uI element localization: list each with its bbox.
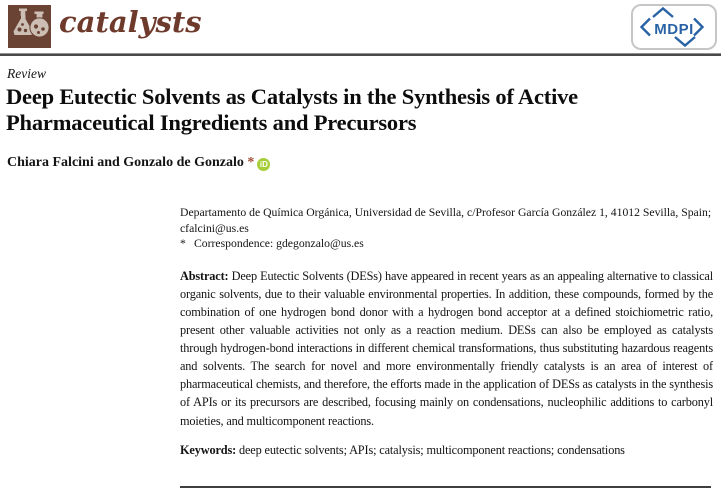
catalysts-journal-logo[interactable] [8, 5, 51, 48]
section-divider [180, 486, 711, 488]
orcid-icon[interactable]: iD [257, 158, 270, 171]
correspondence-asterisk: * [247, 155, 255, 170]
keywords-label: Keywords: [180, 442, 237, 457]
abstract-label: Abstract: [180, 268, 229, 283]
authors-line [7, 155, 270, 171]
article-meta-column [180, 205, 713, 458]
keywords-text: deep eutectic solvents; APIs; catalysis; multicomponent reactions; condensations [238, 442, 625, 457]
header-divider [0, 53, 721, 56]
mdpi-logo-text: MDPI [654, 21, 694, 38]
keywords [180, 443, 713, 458]
correspondence-email[interactable]: Correspondence: gdegonzalo@us.es [194, 237, 364, 251]
correspondence-line [180, 236, 713, 252]
author-names: Chiara Falcini and Gonzalo de Gonzalo [7, 155, 248, 170]
mdpi-logo[interactable] [631, 4, 717, 50]
correspondence-marker: * [180, 237, 186, 251]
article-type-label: Review [7, 66, 46, 81]
abstract [180, 267, 713, 430]
affiliation: Departamento de Química Orgánica, Universidad de Sevilla, c/Profesor García González 1, 41012 Sevilla, Spain; cfalcini@us.es [180, 206, 712, 235]
article-title: Deep Eutectic Solvents as Catalysts in the Synthesis of Active Pharmaceutical Ingredients and Precursors [6, 84, 578, 136]
abstract-text: Deep Eutectic Solvents (DESs) have appeared in recent years as an appealing alternative to classical organic solvents, due to their valuable environmental properties. In addition, these compounds, formed by the combination of one hydrogen bond donor with a hydrogen bond acceptor at a defined stoichiometric ratio, present other valuable activities not only as a reaction medium. DESs can also be employed as catalysts through hydrogen-bond interactions in different chemical transformations, thus substituting hazardous reagents and solvents. The search for novel and more environmentally friendly catalysts is an area of interest of pharmaceutical chemists, and therefore, the efforts made in the application of DESs as catalysts in the synthesis of APIs or its precursors are described, focusing mainly on condensations, nucleophilic additions to carbonyl moieties, and multicomponent reactions. [180, 268, 713, 428]
flasks-icon [8, 5, 51, 48]
journal-name: catalysts [59, 5, 202, 39]
